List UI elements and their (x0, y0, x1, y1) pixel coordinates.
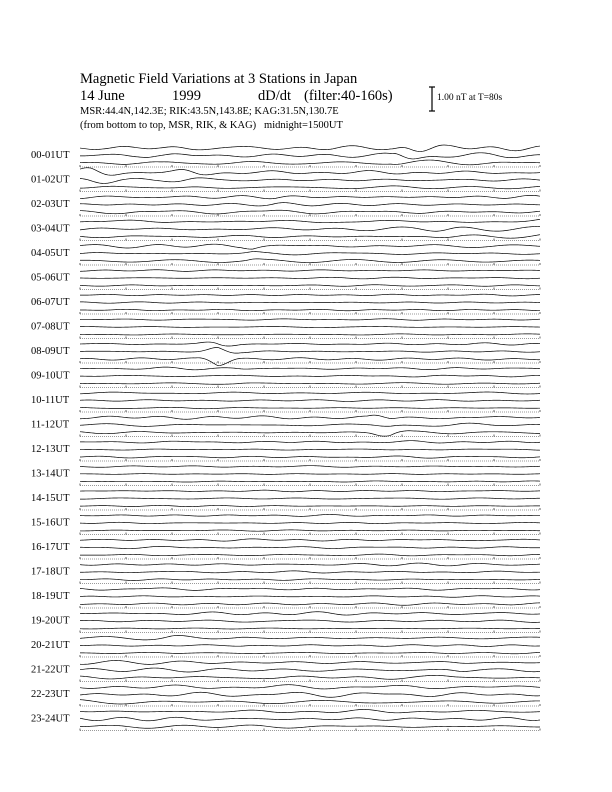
hour-row (31, 539, 540, 559)
hour-row (31, 145, 540, 167)
trace-kag (80, 168, 540, 175)
hour-label: 18-19UT (31, 591, 70, 602)
hour-row (31, 270, 540, 290)
hour-row (31, 342, 540, 366)
trace-rik (80, 449, 540, 450)
trace-rik (80, 692, 540, 697)
hour-label: 02-03UT (31, 199, 70, 210)
trace-rik (80, 178, 540, 184)
hour-label: 00-01UT (31, 150, 70, 161)
trace-kag (80, 635, 540, 639)
trace-kag (80, 145, 540, 151)
hour-row (31, 635, 540, 657)
trace-kag (80, 392, 540, 394)
trace-kag (80, 588, 540, 590)
trace-kag (80, 612, 540, 615)
hour-row (31, 612, 540, 633)
trace-rik (80, 423, 540, 426)
hour-label: 22-23UT (31, 689, 70, 700)
hour-label: 04-05UT (31, 248, 70, 259)
hour-label: 06-07UT (31, 297, 70, 308)
hour-label: 12-13UT (31, 444, 70, 455)
trace-msr (80, 554, 540, 556)
trace-msr (80, 186, 540, 189)
chart-title: Magnetic Field Variations at 3 Stations in Japan (80, 71, 358, 87)
hour-label: 14-15UT (31, 493, 70, 504)
hour-label: 07-08UT (31, 321, 70, 333)
trace-kag (80, 466, 540, 468)
trace-rik (80, 203, 540, 206)
hour-row (31, 415, 540, 436)
trace-msr (80, 628, 540, 629)
trace-rik (80, 645, 540, 647)
hour-row (31, 709, 540, 730)
trace-rik (80, 252, 540, 255)
trace-msr (80, 603, 540, 605)
hour-label: 21-22UT (31, 664, 70, 676)
trace-msr (80, 725, 540, 728)
hour-row (31, 195, 540, 216)
hour-row (31, 244, 540, 265)
hour-label: 10-11UT (31, 395, 70, 406)
trace-rik (80, 400, 540, 402)
hour-label: 09-10UT (31, 370, 70, 382)
midnight-note: midnight=1500UT (264, 120, 343, 131)
hour-label: 23-24UT (31, 713, 70, 725)
hour-label: 03-04UT (31, 223, 70, 235)
trace-rik (80, 277, 540, 279)
trace-kag (80, 709, 540, 712)
trace-rik (80, 596, 540, 598)
hour-label: 13-14UT (31, 468, 70, 480)
trace-kag (80, 415, 540, 419)
hour-row (31, 441, 540, 461)
trace-msr (80, 481, 540, 482)
trace-rik (80, 546, 540, 548)
trace-rik (80, 375, 540, 377)
date-year: 1999 (172, 88, 201, 104)
order-note: (from bottom to top, MSR, RIK, & KAG) (80, 120, 257, 131)
hour-row (31, 367, 540, 387)
component-label: dD/dt (258, 88, 292, 104)
trace-msr (80, 160, 540, 165)
trace-msr (80, 383, 540, 385)
hour-row (31, 219, 540, 240)
trace-kag (80, 539, 540, 541)
trace-kag (80, 441, 540, 443)
hour-row (31, 319, 540, 339)
hour-label: 17-18UT (31, 566, 70, 578)
hour-row (31, 466, 540, 486)
trace-kag (80, 342, 540, 346)
hour-row (31, 514, 540, 534)
trace-kag (80, 319, 540, 320)
trace-kag (80, 270, 540, 272)
trace-msr (80, 334, 540, 335)
hour-label: 08-09UT (31, 346, 70, 357)
scale-label: 1.00 nT at T=80s (437, 93, 503, 103)
hour-row (31, 685, 540, 706)
trace-msr (80, 652, 540, 653)
hour-row (31, 563, 540, 583)
stations-line: MSR:44.4N,142.3E; RIK:43.5N,143.8E; KAG:31.5N,130.7E (80, 106, 339, 117)
trace-rik (80, 474, 540, 475)
hour-label: 16-17UT (31, 542, 70, 553)
hour-row (31, 168, 540, 192)
trace-msr (80, 235, 540, 238)
trace-msr (80, 456, 540, 458)
filter-label: (filter:40-160s) (304, 88, 393, 104)
trace-kag (80, 514, 540, 516)
hour-label: 15-16UT (31, 517, 70, 529)
trace-msr (80, 530, 540, 531)
hour-label: 05-06UT (31, 272, 70, 284)
trace-rik (80, 522, 540, 523)
trace-rik (80, 668, 540, 672)
trace-kag (80, 661, 540, 665)
trace-rik (80, 717, 540, 721)
trace-msr (80, 285, 540, 287)
trace-kag (80, 294, 540, 296)
trace-msr (80, 700, 540, 704)
trace-rik (80, 347, 540, 353)
trace-msr (80, 309, 540, 310)
trace-msr (80, 675, 540, 679)
hour-label: 11-12UT (31, 419, 70, 431)
hour-row (31, 661, 540, 682)
trace-kag (80, 195, 540, 198)
trace-kag (80, 563, 540, 566)
trace-msr (80, 505, 540, 506)
trace-kag (80, 219, 540, 222)
hour-label: 20-21UT (31, 640, 70, 651)
trace-rik (80, 227, 540, 232)
trace-msr (80, 259, 540, 263)
hour-label: 19-20UT (31, 615, 70, 627)
trace-kag (80, 367, 540, 370)
trace-msr (80, 210, 540, 214)
trace-rik (80, 498, 540, 499)
trace-msr (80, 579, 540, 581)
trace-kag (80, 244, 540, 249)
date-day: 14 June (80, 88, 125, 104)
trace-rik (80, 153, 540, 159)
trace-rik (80, 571, 540, 573)
trace-rik (80, 302, 540, 303)
hour-row (31, 588, 540, 608)
trace-kag (80, 685, 540, 689)
hour-row (31, 490, 540, 510)
trace-rik (80, 326, 540, 327)
hour-row (31, 294, 540, 314)
trace-rik (80, 620, 540, 622)
trace-msr (80, 407, 540, 408)
hour-label: 01-02UT (31, 174, 70, 186)
hour-row (31, 392, 540, 412)
trace-kag (80, 490, 540, 492)
